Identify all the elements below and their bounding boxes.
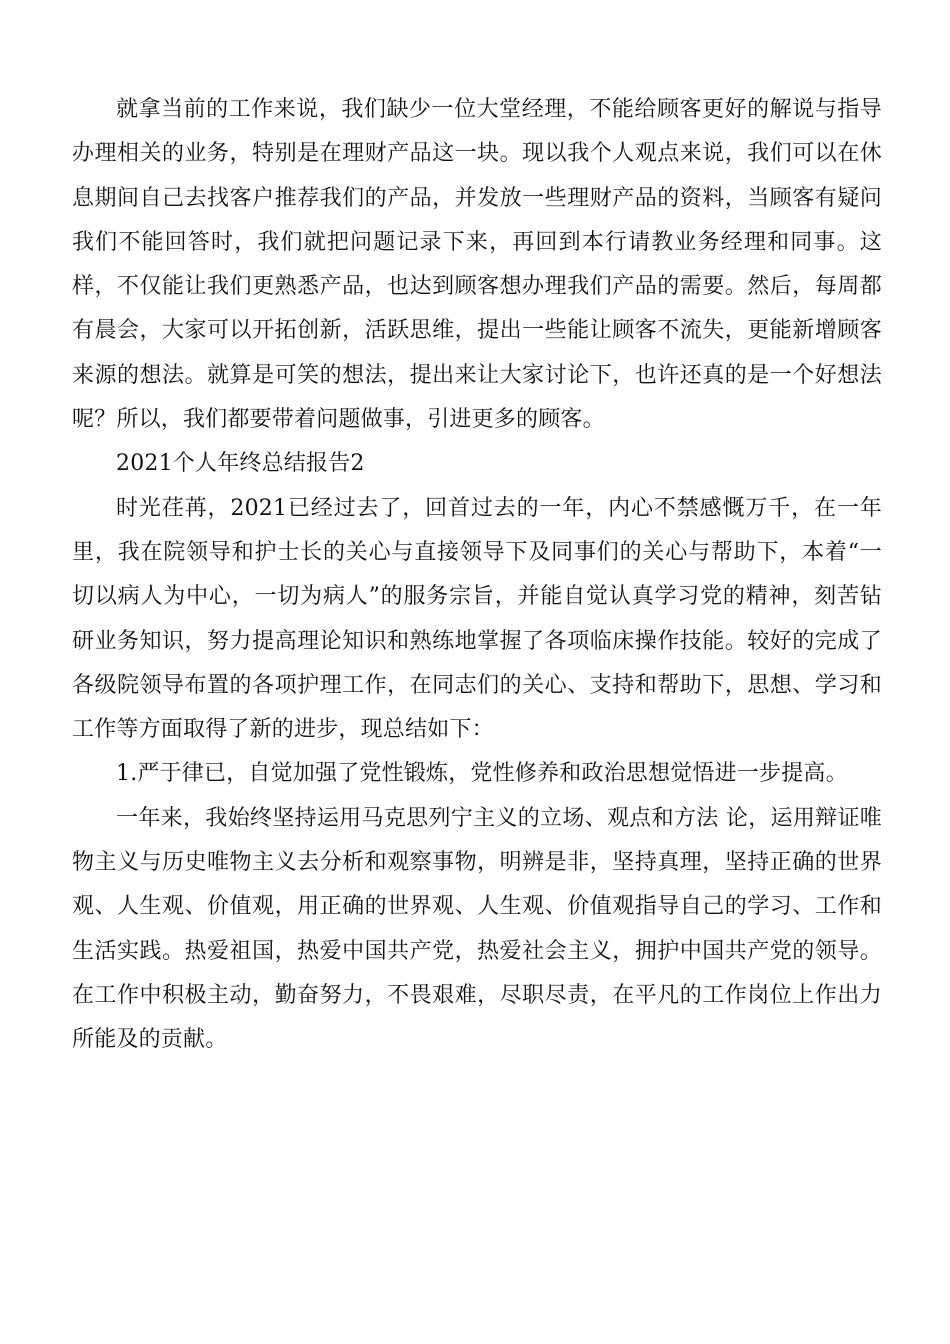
paragraph-point-1: 1.严于律已，自觉加强了党性锻炼，党性修养和政治思想觉悟进一步提高。 xyxy=(116,761,848,787)
paragraph-year-review-intro: 时光荏苒，2021已经过去了，回首过去的一年，内心不禁感慨万千，在一年里，我在院领导和护士长的关心与直接领导下及同事们的关心与帮助下，本着“一切以病人为中心，一切为病人”的服务宗旨，并能自觉认真学习党的精神，刻苦钻研业务知识，努力提高理论知识和熟练地掌握了各项临床操作技能。较好的完成了各级院领导布置的各项护理工作，在同志们的关心、支持和帮助下，思想、学习和工作等方面取得了新的进步，现总结如下： xyxy=(72,495,882,743)
paragraph-work-improvement: 就拿当前的工作来说，我们缺少一位大堂经理，不能给顾客更好的解说与指导办理相关的业务，特别是在理财产品这一块。现以我个人观点来说，我们可以在休息期间自己去找客户推荐我们的产品，并发放一些理财产品的资料，当顾客有疑问我们不能回答时，我们就把问题记录下来，再回到本行请教业务经理和同事。这样，不仅能让我们更熟悉产品，也达到顾客想办理我们产品的需要。然后，每周都有晨会，大家可以开拓创新，活跃思维，提出一些能让顾客不流失，更能新增顾客来源的想法。就算是可笑的想法，提出来让大家讨论下，也许还真的是一个好想法呢？所以，我们都要带着问题做事，引进更多的顾客。 xyxy=(72,97,882,433)
document-body xyxy=(72,88,882,1063)
section-heading-report-2: 2021个人年终总结报告2 xyxy=(116,451,365,477)
paragraph-political-study: 一年来，我始终坚持运用马克思列宁主义的立场、观点和方法 论，运用辩证唯物主义与历史唯物主义去分析和观察事物，明辨是非，坚持真理，坚持正确的世界观、人生观、价值观，用正确的世界观、人生观、价值观指导自己的学习、工作和生活实践。热爱祖国，热爱中国共产党，热爱社会主义，拥护中国共产党的领导。在工作中积极主动，勤奋努力，不畏艰难，尽职尽责，在平凡的工作岗位上作出力所能及的贡献。 xyxy=(72,805,882,1053)
